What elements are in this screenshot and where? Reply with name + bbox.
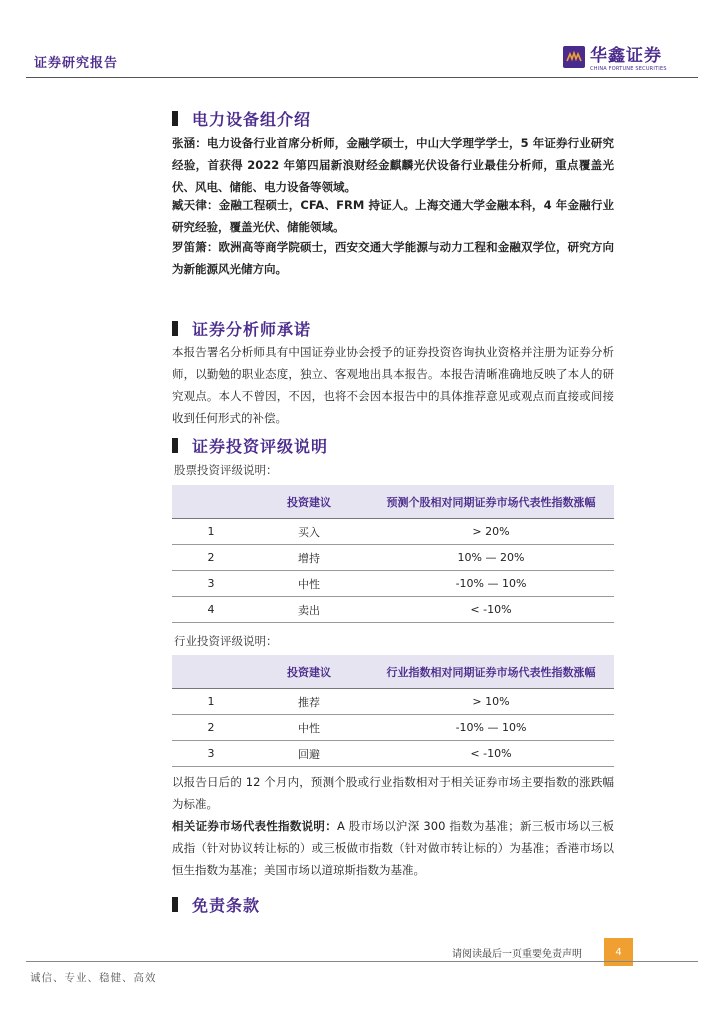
- industry-rating-table: [172, 655, 614, 767]
- table-cell: 中性: [250, 715, 368, 741]
- table-cell: > 10%: [368, 689, 614, 715]
- table-cell: 卖出: [250, 597, 368, 623]
- table-cell: 1: [172, 689, 250, 715]
- logo-english-name: CHINA FORTUNE SECURITIES: [590, 66, 667, 72]
- rating-section-title: 证券投资评级说明: [192, 437, 329, 456]
- industry-rating-label: 行业投资评级说明：: [174, 634, 278, 648]
- company-logo: [563, 46, 667, 72]
- logo-mark-icon: [563, 46, 585, 68]
- table-cell: 推荐: [250, 689, 368, 715]
- rating-section-heading: [172, 434, 328, 457]
- table-row: [172, 741, 614, 767]
- table-cell: 买入: [250, 519, 368, 545]
- index-explanation-text: A 股市场以沪深 300 指数为基准；新三板市场以三板成指（针对协议转让标的）或三板做市指数（针对做市转让标的）为基准；香港市场以恒生指数为基准；美国市场以道琼斯指数为基准。: [172, 819, 615, 877]
- table-row: [172, 545, 614, 571]
- member-name: 臧天律：: [172, 198, 219, 212]
- table-cell: 3: [172, 741, 250, 767]
- page-number: 4: [604, 938, 633, 966]
- table-cell: 3: [172, 571, 250, 597]
- logo-chinese-name: 华鑫证券: [590, 46, 662, 66]
- table-header-cell: 投资建议: [250, 485, 368, 519]
- rating-period-note: 以报告日后的 12 个月内，预测个股或行业指数相对于相关证券市场主要指数的涨跌幅为标准。: [172, 775, 614, 811]
- table-header-cell: 投资建议: [250, 655, 368, 689]
- table-cell: 1: [172, 519, 250, 545]
- section-marker: [172, 111, 178, 126]
- table-cell: > 20%: [368, 519, 614, 545]
- commitment-text: 本报告署名分析师具有中国证券业协会授予的证券投资咨询执业资格并注册为证券分析师，以勤勉的职业态度，独立、客观地出具本报告。本报告清晰准确地反映了本人的研究观点。本人不曾因，不因，也将不会因本报告中的具体推荐意见或观点而直接或间接收到任何形式的补偿。: [172, 345, 614, 425]
- index-explanation: [172, 815, 614, 881]
- stock-rating-table: [172, 485, 614, 623]
- table-header-cell: 行业指数相对同期证券市场代表性指数涨幅: [368, 655, 614, 689]
- table-cell: 2: [172, 715, 250, 741]
- table-header-cell: [172, 485, 250, 519]
- member-name: 张涵：: [172, 136, 207, 150]
- member-bio: [172, 194, 614, 238]
- team-section-heading: [172, 107, 311, 130]
- header-divider: [26, 77, 698, 78]
- table-row: [172, 597, 614, 623]
- table-cell: 4: [172, 597, 250, 623]
- member-description: 欧洲高等商学院硕士，西安交通大学能源与动力工程和金融双学位，研究方向为新能源风光储方向。: [172, 240, 615, 276]
- table-header-cell: 预测个股相对同期证券市场代表性指数涨幅: [368, 485, 614, 519]
- footer-divider: [26, 961, 698, 962]
- table-cell: < -10%: [368, 741, 614, 767]
- table-header-row: [172, 655, 614, 689]
- member-bio: [172, 132, 614, 198]
- member-name: 罗笛箫：: [172, 240, 219, 254]
- section-marker: [172, 438, 178, 453]
- table-row: [172, 571, 614, 597]
- commitment-section-heading: [172, 317, 311, 340]
- disclaimer-section-title: 免责条款: [192, 896, 261, 915]
- table-cell: -10% — 10%: [368, 715, 614, 741]
- section-marker: [172, 897, 178, 912]
- member-description: 电力设备行业首席分析师，金融学硕士，中山大学理学学士，5 年证券行业研究经验，首获得 2022 年第四届新浪财经金麒麟光伏设备行业最佳分析师，重点覆盖光伏、风电、储能、电力设备等领域。: [172, 136, 614, 194]
- table-cell: -10% — 10%: [368, 571, 614, 597]
- index-explanation-label: 相关证券市场代表性指数说明：: [172, 819, 337, 833]
- member-description: 金融工程硕士，CFA、FRM 持证人。上海交通大学金融本科，4 年金融行业研究经验，覆盖光伏、储能领域。: [172, 198, 614, 234]
- table-row: [172, 519, 614, 545]
- company-motto: 诚信、专业、稳健、高效: [30, 972, 157, 984]
- table-row: [172, 689, 614, 715]
- table-header-cell: [172, 655, 250, 689]
- commitment-section-title: 证券分析师承诺: [192, 320, 312, 339]
- table-cell: 增持: [250, 545, 368, 571]
- table-cell: < -10%: [368, 597, 614, 623]
- table-cell: 10% — 20%: [368, 545, 614, 571]
- disclaimer-notice: 请阅读最后一页重要免责声明: [452, 949, 582, 960]
- report-type-label: 证券研究报告: [34, 56, 119, 71]
- table-row: [172, 715, 614, 741]
- member-bio: [172, 236, 614, 280]
- table-cell: 2: [172, 545, 250, 571]
- stock-rating-label: 股票投资评级说明：: [174, 463, 278, 477]
- disclaimer-section-heading: [172, 893, 260, 916]
- table-cell: 中性: [250, 571, 368, 597]
- table-header-row: [172, 485, 614, 519]
- team-section-title: 电力设备组介绍: [192, 110, 312, 129]
- section-marker: [172, 321, 178, 336]
- table-cell: 回避: [250, 741, 368, 767]
